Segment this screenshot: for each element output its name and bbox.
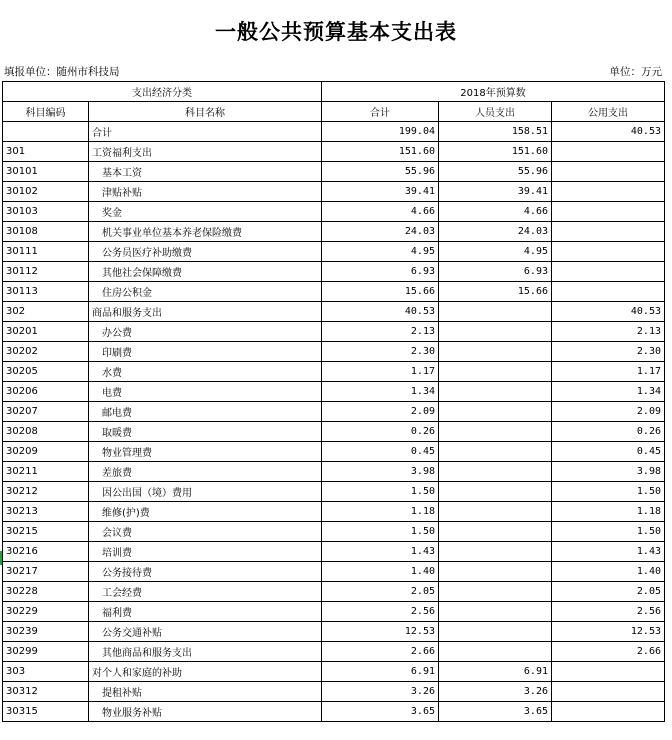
cell-name: 维修(护)费 <box>89 502 322 522</box>
header-budget-year: 2018年预算数 <box>322 82 665 102</box>
header-row-2 <box>3 102 665 122</box>
cell-public: 1.18 <box>552 502 665 522</box>
cell-personnel <box>439 422 552 442</box>
cell-code: 30103 <box>3 202 89 222</box>
cell-code: 30112 <box>3 262 89 282</box>
cell-total: 1.40 <box>322 562 439 582</box>
cell-public <box>552 202 665 222</box>
cell-code: 30113 <box>3 282 89 302</box>
cell-code: 30229 <box>3 602 89 622</box>
cell-name: 物业服务补贴 <box>89 702 322 722</box>
cell-public: 0.45 <box>552 442 665 462</box>
cell-public: 1.34 <box>552 382 665 402</box>
table-row <box>3 222 665 242</box>
cell-total: 55.96 <box>322 162 439 182</box>
table-row <box>3 502 665 522</box>
cell-total: 12.53 <box>322 622 439 642</box>
table-row <box>3 562 665 582</box>
cell-public <box>552 662 665 682</box>
cell-personnel: 4.66 <box>439 202 552 222</box>
cell-public <box>552 222 665 242</box>
cell-total: 2.30 <box>322 342 439 362</box>
header-row-1 <box>3 82 665 102</box>
cell-public: 2.56 <box>552 602 665 622</box>
cell-personnel: 151.60 <box>439 142 552 162</box>
cell-code: 30108 <box>3 222 89 242</box>
cell-public: 1.50 <box>552 482 665 502</box>
cell-personnel <box>439 602 552 622</box>
cell-total: 4.95 <box>322 242 439 262</box>
cell-personnel <box>439 622 552 642</box>
cell-code: 30239 <box>3 622 89 642</box>
cell-code: 30315 <box>3 702 89 722</box>
cell-personnel <box>439 482 552 502</box>
header-code: 科目编码 <box>3 102 89 122</box>
cell-code: 30202 <box>3 342 89 362</box>
cell-total: 6.91 <box>322 662 439 682</box>
cell-personnel <box>439 562 552 582</box>
cell-total: 3.98 <box>322 462 439 482</box>
cell-personnel: 3.65 <box>439 702 552 722</box>
cell-code: 302 <box>3 302 89 322</box>
cell-public <box>552 182 665 202</box>
cell-code: 30206 <box>3 382 89 402</box>
cell-code: 30101 <box>3 162 89 182</box>
table-row <box>3 602 665 622</box>
table-row <box>3 462 665 482</box>
cell-public: 3.98 <box>552 462 665 482</box>
cell-name: 公务接待费 <box>89 562 322 582</box>
cell-name: 住房公积金 <box>89 282 322 302</box>
cell-personnel <box>439 582 552 602</box>
cell-public <box>552 282 665 302</box>
cell-personnel <box>439 502 552 522</box>
cell-total: 2.56 <box>322 602 439 622</box>
cell-total: 2.05 <box>322 582 439 602</box>
cell-name: 合计 <box>89 122 322 142</box>
cell-name: 印刷费 <box>89 342 322 362</box>
header-personnel: 人员支出 <box>439 102 552 122</box>
table-row <box>3 242 665 262</box>
cell-total: 2.66 <box>322 642 439 662</box>
cell-total: 3.65 <box>322 702 439 722</box>
cell-public <box>552 702 665 722</box>
cell-personnel: 55.96 <box>439 162 552 182</box>
table-row <box>3 122 665 142</box>
cell-personnel <box>439 322 552 342</box>
cell-personnel: 6.91 <box>439 662 552 682</box>
cell-public: 2.66 <box>552 642 665 662</box>
cell-public <box>552 682 665 702</box>
cell-code: 30209 <box>3 442 89 462</box>
cell-code: 30215 <box>3 522 89 542</box>
cell-personnel: 3.26 <box>439 682 552 702</box>
table-row <box>3 442 665 462</box>
cell-name: 取暖费 <box>89 422 322 442</box>
currency-unit: 单位：万元 <box>609 66 662 78</box>
cell-public: 1.17 <box>552 362 665 382</box>
cell-selection-marker <box>0 551 2 565</box>
cell-public <box>552 262 665 282</box>
table-row <box>3 202 665 222</box>
table-row <box>3 302 665 322</box>
cell-name: 培训费 <box>89 542 322 562</box>
cell-personnel <box>439 442 552 462</box>
cell-personnel <box>439 542 552 562</box>
cell-total: 15.66 <box>322 282 439 302</box>
cell-total: 2.13 <box>322 322 439 342</box>
cell-total: 199.04 <box>322 122 439 142</box>
table-row <box>3 582 665 602</box>
table-row <box>3 282 665 302</box>
header-econ-class: 支出经济分类 <box>3 82 322 102</box>
cell-total: 4.66 <box>322 202 439 222</box>
cell-code: 30312 <box>3 682 89 702</box>
cell-name: 物业管理费 <box>89 442 322 462</box>
cell-name: 其他社会保障缴费 <box>89 262 322 282</box>
cell-code: 30228 <box>3 582 89 602</box>
cell-public: 2.09 <box>552 402 665 422</box>
cell-personnel <box>439 522 552 542</box>
cell-name: 工会经费 <box>89 582 322 602</box>
cell-public: 2.05 <box>552 582 665 602</box>
cell-public: 40.53 <box>552 122 665 142</box>
cell-code: 301 <box>3 142 89 162</box>
cell-code: 30212 <box>3 482 89 502</box>
cell-name: 商品和服务支出 <box>89 302 322 322</box>
table-row <box>3 322 665 342</box>
cell-total: 24.03 <box>322 222 439 242</box>
table-row <box>3 542 665 562</box>
table-row <box>3 402 665 422</box>
cell-name: 福利费 <box>89 602 322 622</box>
cell-personnel <box>439 382 552 402</box>
cell-code: 30213 <box>3 502 89 522</box>
cell-name: 会议费 <box>89 522 322 542</box>
cell-total: 1.50 <box>322 482 439 502</box>
budget-table <box>2 81 665 722</box>
cell-name: 对个人和家庭的补助 <box>89 662 322 682</box>
cell-personnel <box>439 462 552 482</box>
cell-total: 151.60 <box>322 142 439 162</box>
cell-personnel <box>439 402 552 422</box>
cell-personnel <box>439 302 552 322</box>
cell-total: 1.43 <box>322 542 439 562</box>
cell-personnel <box>439 342 552 362</box>
reporting-unit: 填报单位：随州市科技局 <box>4 66 120 78</box>
cell-name: 津贴补贴 <box>89 182 322 202</box>
cell-personnel <box>439 362 552 382</box>
cell-code: 30102 <box>3 182 89 202</box>
cell-total: 2.09 <box>322 402 439 422</box>
cell-name: 其他商品和服务支出 <box>89 642 322 662</box>
cell-public: 1.43 <box>552 542 665 562</box>
cell-name: 水费 <box>89 362 322 382</box>
cell-total: 1.50 <box>322 522 439 542</box>
cell-name: 邮电费 <box>89 402 322 422</box>
cell-name: 提租补贴 <box>89 682 322 702</box>
cell-public: 40.53 <box>552 302 665 322</box>
cell-code: 30207 <box>3 402 89 422</box>
cell-public: 2.13 <box>552 322 665 342</box>
cell-code: 30208 <box>3 422 89 442</box>
cell-total: 1.17 <box>322 362 439 382</box>
table-row <box>3 362 665 382</box>
table-row <box>3 162 665 182</box>
table-row <box>3 662 665 682</box>
cell-code: 30211 <box>3 462 89 482</box>
table-row <box>3 342 665 362</box>
cell-public: 1.40 <box>552 562 665 582</box>
cell-personnel: 4.95 <box>439 242 552 262</box>
cell-personnel: 158.51 <box>439 122 552 142</box>
cell-personnel: 24.03 <box>439 222 552 242</box>
table-row <box>3 262 665 282</box>
cell-name: 机关事业单位基本养老保险缴费 <box>89 222 322 242</box>
cell-code: 30217 <box>3 562 89 582</box>
header-public: 公用支出 <box>552 102 665 122</box>
table-row <box>3 422 665 442</box>
cell-name: 因公出国（境）费用 <box>89 482 322 502</box>
cell-name: 公务交通补贴 <box>89 622 322 642</box>
table-row <box>3 682 665 702</box>
cell-name: 奖金 <box>89 202 322 222</box>
table-row <box>3 622 665 642</box>
cell-public <box>552 142 665 162</box>
cell-name: 电费 <box>89 382 322 402</box>
cell-public: 0.26 <box>552 422 665 442</box>
table-row <box>3 482 665 502</box>
cell-total: 1.34 <box>322 382 439 402</box>
cell-personnel: 6.93 <box>439 262 552 282</box>
cell-name: 差旅费 <box>89 462 322 482</box>
table-row <box>3 142 665 162</box>
cell-name: 基本工资 <box>89 162 322 182</box>
cell-public: 12.53 <box>552 622 665 642</box>
cell-name: 公务员医疗补助缴费 <box>89 242 322 262</box>
table-row <box>3 382 665 402</box>
cell-code: 30216 <box>3 542 89 562</box>
cell-total: 0.26 <box>322 422 439 442</box>
cell-code: 30299 <box>3 642 89 662</box>
page-title: 一般公共预算基本支出表 <box>215 19 457 44</box>
header-total: 合计 <box>322 102 439 122</box>
cell-total: 40.53 <box>322 302 439 322</box>
table-row <box>3 642 665 662</box>
cell-code <box>3 122 89 142</box>
header-name: 科目名称 <box>89 102 322 122</box>
table-row <box>3 182 665 202</box>
cell-total: 6.93 <box>322 262 439 282</box>
cell-name: 工资福利支出 <box>89 142 322 162</box>
cell-public <box>552 242 665 262</box>
cell-total: 0.45 <box>322 442 439 462</box>
cell-public: 2.30 <box>552 342 665 362</box>
cell-personnel: 39.41 <box>439 182 552 202</box>
table-row <box>3 522 665 542</box>
cell-code: 30201 <box>3 322 89 342</box>
cell-total: 3.26 <box>322 682 439 702</box>
cell-code: 303 <box>3 662 89 682</box>
cell-total: 39.41 <box>322 182 439 202</box>
cell-code: 30205 <box>3 362 89 382</box>
cell-name: 办公费 <box>89 322 322 342</box>
cell-public <box>552 162 665 182</box>
cell-personnel <box>439 642 552 662</box>
table-row <box>3 702 665 722</box>
cell-personnel: 15.66 <box>439 282 552 302</box>
cell-total: 1.18 <box>322 502 439 522</box>
cell-public: 1.50 <box>552 522 665 542</box>
cell-code: 30111 <box>3 242 89 262</box>
